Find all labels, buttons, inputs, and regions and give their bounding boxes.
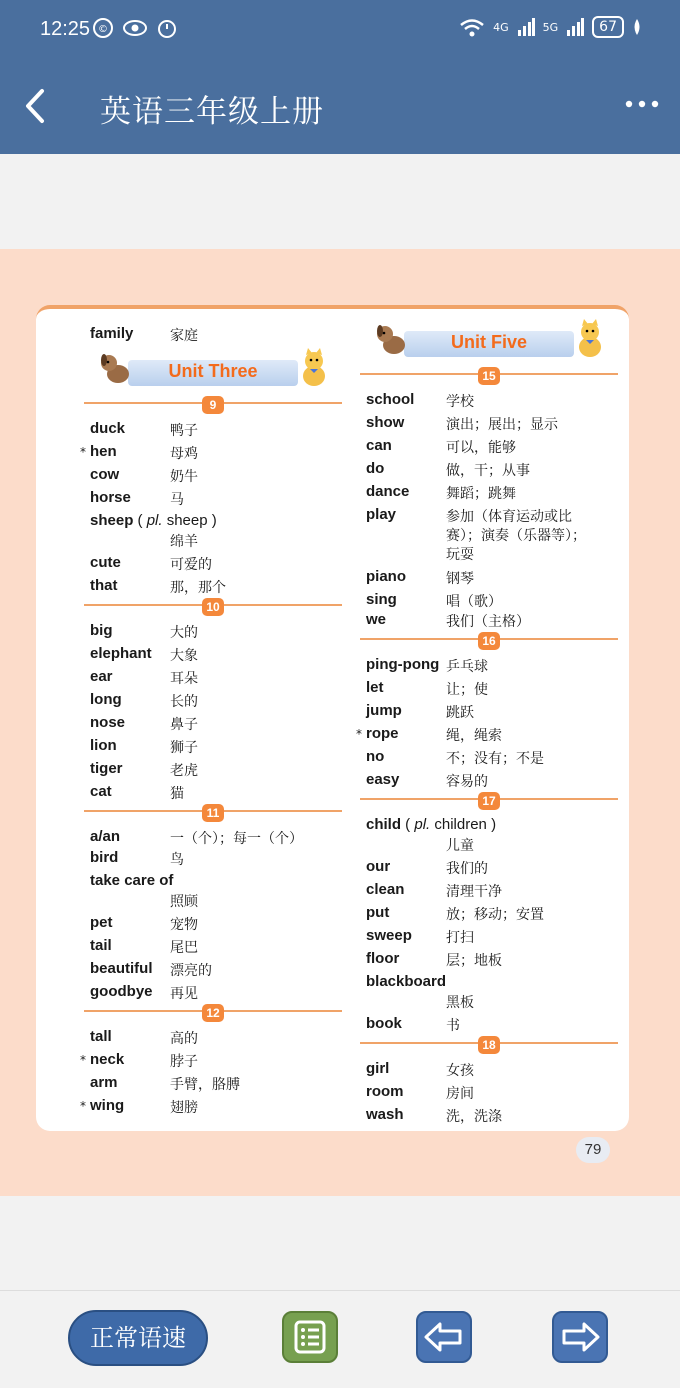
word-row — [360, 1058, 618, 1081]
lesson-12-list — [80, 1026, 342, 1118]
word: bird — [90, 849, 119, 866]
lesson-divider-12 — [84, 1004, 342, 1026]
lesson-9-list — [80, 418, 342, 598]
lesson-number: 9 — [202, 396, 224, 414]
meaning: 狮子 — [170, 740, 198, 756]
lesson-divider-9 — [84, 396, 342, 418]
meaning: 钢琴 — [446, 571, 474, 587]
word: wing — [90, 1097, 125, 1114]
plural-open: ( — [401, 816, 415, 833]
meaning: 手臂，胳膊 — [170, 1077, 240, 1093]
meaning: 绵羊 — [170, 534, 198, 550]
word: rope — [366, 725, 399, 742]
word: book — [366, 1015, 402, 1032]
next-page-button[interactable] — [552, 1311, 608, 1363]
meaning: 黑板 — [446, 995, 474, 1011]
plural-abbr: pl. — [146, 512, 163, 529]
meaning: 再见 — [170, 986, 198, 1002]
meaning: 女孩 — [446, 1063, 474, 1079]
leaf-icon — [632, 18, 642, 36]
word-text: sheep — [90, 512, 134, 529]
svg-text:©: © — [98, 24, 108, 35]
star-mark: * — [80, 1053, 86, 1067]
word-row — [84, 912, 342, 935]
word: neck — [90, 1051, 125, 1068]
page-number: 79 — [576, 1137, 610, 1163]
word-row — [360, 1104, 618, 1127]
left-column — [80, 323, 342, 1118]
back-arrow-icon[interactable] — [20, 88, 50, 124]
status-time: 12:25 — [40, 18, 91, 40]
word-row — [360, 856, 618, 879]
meaning: 我们（主格） — [446, 614, 530, 630]
word-row — [360, 814, 618, 856]
word: elephant — [90, 645, 152, 662]
word-row — [80, 441, 342, 464]
word-row — [360, 458, 618, 481]
status-bar — [0, 0, 680, 58]
word: blackboard — [366, 973, 447, 990]
word: hen — [90, 443, 117, 460]
word-row — [360, 566, 618, 589]
star-mark: * — [356, 727, 362, 741]
lesson-number: 12 — [202, 1004, 224, 1022]
word: wash — [366, 1106, 404, 1123]
word-row — [84, 935, 342, 958]
word: show — [366, 414, 405, 431]
unit-five-banner — [360, 317, 618, 367]
meaning: 奶牛 — [170, 469, 198, 485]
word: take care of — [90, 872, 174, 889]
word-text: child — [366, 816, 402, 833]
word: piano — [366, 568, 406, 585]
meaning: 书 — [446, 1018, 460, 1034]
word-row — [360, 902, 618, 925]
lesson-number: 17 — [478, 792, 500, 810]
meaning: 母鸡 — [170, 446, 198, 462]
word: duck — [90, 420, 126, 437]
unit-three-title: Unit Three — [168, 361, 258, 381]
vocabulary-page — [36, 305, 629, 1131]
word: can — [366, 437, 392, 454]
word: put — [366, 904, 390, 921]
status-icons — [92, 17, 178, 39]
word: clean — [366, 881, 405, 898]
meaning: 演出；展出；显示 — [446, 417, 558, 433]
meaning-line-3: 玩耍 — [446, 547, 474, 563]
cat-icon — [296, 348, 332, 388]
meaning: 可以，能够 — [446, 440, 516, 456]
battery-level: 67 — [592, 16, 624, 38]
app-header — [0, 70, 680, 140]
meaning: 耳朵 — [170, 671, 198, 687]
meaning: 可爱的 — [170, 557, 212, 573]
meaning: 我们的 — [446, 861, 488, 877]
meaning: 儿童 — [446, 838, 474, 854]
cat-icon — [572, 319, 608, 359]
word — [366, 816, 496, 833]
meaning-line-2: 赛）；演奏（乐器等）； — [446, 528, 586, 544]
meaning: 大象 — [170, 648, 198, 664]
unit-three-banner — [84, 346, 342, 396]
word: we — [366, 611, 387, 628]
lesson-number: 10 — [202, 598, 224, 616]
word-row — [84, 689, 342, 712]
word: easy — [366, 771, 400, 788]
word-row — [360, 435, 618, 458]
meaning: 鸭子 — [170, 423, 198, 439]
word: horse — [90, 489, 131, 506]
meaning: 马 — [170, 492, 184, 508]
right-arrow-icon — [554, 1313, 606, 1361]
word: tall — [90, 1028, 112, 1045]
lesson-18-list — [360, 1058, 618, 1127]
meaning: 鸟 — [170, 852, 184, 868]
lesson-number: 11 — [202, 804, 224, 822]
word-row — [360, 412, 618, 435]
lesson-number: 15 — [478, 367, 500, 385]
word-row — [360, 654, 618, 677]
meaning: 尾巴 — [170, 940, 198, 956]
word-row — [84, 643, 342, 666]
word-row — [84, 464, 342, 487]
meaning: 层；地板 — [446, 953, 502, 969]
word-row — [84, 666, 342, 689]
eye-icon — [122, 17, 148, 39]
word: jump — [366, 702, 402, 719]
word: arm — [90, 1074, 118, 1091]
word: big — [90, 622, 113, 639]
word-row — [84, 620, 342, 643]
meaning: 跳跃 — [446, 705, 474, 721]
word-row — [360, 971, 618, 1013]
word-row — [84, 1026, 342, 1049]
meaning: 绳，绳索 — [446, 728, 502, 744]
meaning-line-1: 参加（体育运动或比 — [446, 509, 572, 525]
previous-page-button[interactable] — [416, 1311, 472, 1363]
meaning: 那，那个 — [170, 580, 226, 596]
word: floor — [366, 950, 400, 967]
word-row — [360, 879, 618, 902]
word-row — [84, 781, 342, 804]
lesson-15-list — [360, 389, 618, 632]
word: beautiful — [90, 960, 153, 977]
word: tail — [90, 937, 112, 954]
meaning: 家庭 — [170, 328, 198, 344]
alarm-icon — [156, 17, 178, 39]
lesson-number: 16 — [478, 632, 500, 650]
lesson-divider-11 — [84, 804, 342, 826]
word: pet — [90, 914, 113, 931]
lesson-divider-15 — [360, 367, 618, 389]
word: cute — [90, 554, 121, 571]
plural-word: children ) — [430, 816, 497, 833]
word-row — [80, 1095, 342, 1118]
meaning: 让；使 — [446, 682, 488, 698]
word-row — [356, 723, 618, 746]
word: do — [366, 460, 385, 477]
lesson-17-list — [360, 814, 618, 1036]
word-row — [84, 323, 342, 346]
word: ear — [90, 668, 113, 685]
wifi-icon — [459, 16, 485, 38]
meaning: 不；没有；不是 — [446, 751, 544, 767]
unit-five-title: Unit Five — [450, 332, 527, 352]
word-row — [84, 758, 342, 781]
word-row — [360, 481, 618, 504]
word: that — [90, 577, 118, 594]
meaning: 高的 — [170, 1031, 198, 1047]
word: family — [90, 325, 134, 342]
meaning: 照顾 — [170, 894, 198, 910]
more-dots-icon[interactable] — [624, 92, 660, 116]
word: ping-pong — [366, 656, 440, 673]
word-row — [84, 552, 342, 575]
word: cat — [90, 783, 112, 800]
word: sweep — [366, 927, 412, 944]
word-row — [360, 504, 618, 566]
word: our — [366, 858, 391, 875]
word: cow — [90, 466, 120, 483]
word-row — [84, 958, 342, 981]
bottom-toolbar — [0, 1290, 680, 1388]
word: a/an — [90, 828, 121, 845]
meaning: 容易的 — [446, 774, 488, 790]
word-row — [84, 847, 342, 870]
word-row — [360, 677, 618, 700]
meaning: 翅膀 — [170, 1100, 198, 1116]
page-title: 英语三年级上册 — [100, 94, 324, 130]
meaning: 放；移动；安置 — [446, 907, 544, 923]
word: dance — [366, 483, 410, 500]
word: no — [366, 748, 385, 765]
notification-icon — [92, 17, 114, 39]
right-column — [356, 317, 618, 1127]
speed-button[interactable]: 正常语速 — [68, 1310, 208, 1366]
word-row — [80, 1049, 342, 1072]
status-right — [459, 16, 642, 38]
word-row — [360, 1081, 618, 1104]
word: room — [366, 1083, 404, 1100]
word: lion — [90, 737, 117, 754]
signal-icon-2 — [566, 17, 584, 37]
meaning: 房间 — [446, 1086, 474, 1102]
word-row — [360, 1013, 618, 1036]
lesson-16-list — [356, 654, 618, 792]
word-row — [360, 948, 618, 971]
word-row — [360, 925, 618, 948]
signal-label-2: 5G — [542, 20, 559, 34]
word: long — [90, 691, 122, 708]
meaning: 舞蹈；跳舞 — [446, 486, 516, 502]
meaning: 长的 — [170, 694, 198, 710]
lesson-divider-10 — [84, 598, 342, 620]
left-arrow-icon — [418, 1313, 470, 1361]
lesson-number: 18 — [478, 1036, 500, 1054]
word-row — [84, 735, 342, 758]
meaning: 脖子 — [170, 1054, 198, 1070]
meaning: 做，干；从事 — [446, 463, 530, 479]
word: school — [366, 391, 415, 408]
word — [90, 512, 217, 529]
word: nose — [90, 714, 126, 731]
signal-icon — [517, 17, 535, 37]
word-row — [360, 589, 618, 609]
word: play — [366, 506, 397, 523]
lesson-divider-17 — [360, 792, 618, 814]
word-row — [84, 826, 342, 847]
lesson-divider-18 — [360, 1036, 618, 1058]
word-row — [360, 746, 618, 769]
word-row — [360, 700, 618, 723]
word: goodbye — [90, 983, 153, 1000]
word-row — [360, 609, 618, 632]
word: girl — [366, 1060, 390, 1077]
word-row — [360, 389, 618, 412]
catalog-button[interactable] — [282, 1311, 338, 1363]
lesson-11-list — [84, 826, 342, 1004]
list-icon — [284, 1313, 336, 1361]
word-row — [84, 575, 342, 598]
word-row — [84, 1072, 342, 1095]
lesson-divider-16 — [360, 632, 618, 654]
meaning: 乒乓球 — [446, 659, 488, 675]
word-row — [84, 870, 342, 912]
star-mark: * — [80, 445, 86, 459]
word-row — [84, 712, 342, 735]
meaning: 一（个）；每一（个） — [170, 831, 303, 847]
word-row — [84, 487, 342, 510]
signal-label-1: 4G — [493, 20, 509, 34]
meaning: 大的 — [170, 625, 198, 641]
meaning: 清理干净 — [446, 884, 502, 900]
word-row — [84, 510, 342, 552]
plural-word: sheep ) — [162, 512, 217, 529]
plural-open: ( — [133, 512, 147, 529]
lesson-10-list — [84, 620, 342, 804]
top-bar — [0, 0, 680, 154]
word-row — [84, 981, 342, 1004]
word-row — [360, 769, 618, 792]
word-row — [84, 418, 342, 441]
plural-abbr: pl. — [414, 816, 431, 833]
meaning: 鼻子 — [170, 717, 198, 733]
meaning: 宠物 — [170, 917, 198, 933]
word: let — [366, 679, 384, 696]
meaning: 唱（歌） — [446, 594, 502, 610]
word: tiger — [90, 760, 123, 777]
meaning: 学校 — [446, 394, 474, 410]
meaning: 洗，洗涤 — [446, 1109, 502, 1125]
star-mark: * — [80, 1099, 86, 1113]
meaning: 打扫 — [446, 930, 474, 946]
word: sing — [366, 591, 397, 608]
meaning: 老虎 — [170, 763, 198, 779]
meaning: 漂亮的 — [170, 963, 212, 979]
meaning: 猫 — [170, 786, 184, 802]
